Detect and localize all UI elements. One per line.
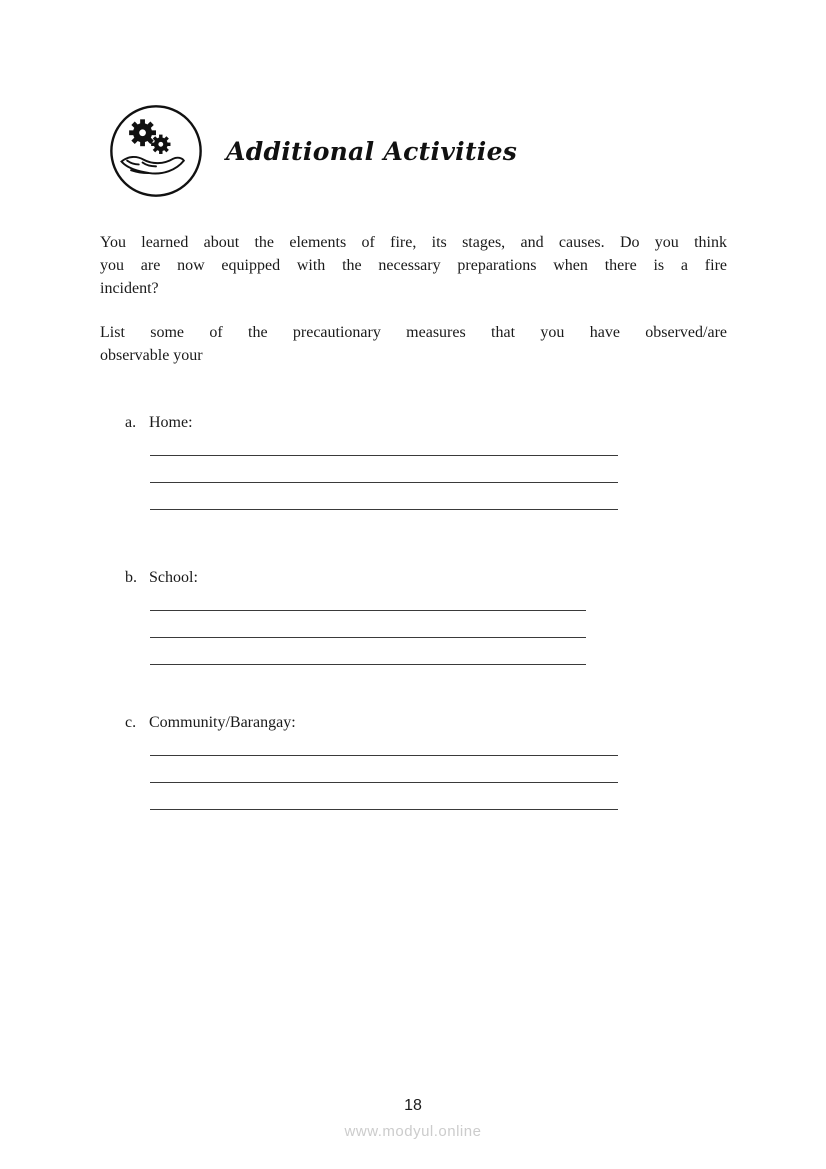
answer-lines-school	[150, 584, 586, 665]
item-label: a.	[125, 414, 137, 431]
item-label: c.	[125, 714, 137, 731]
intro-paragraph-2	[100, 321, 727, 367]
page-number: 18	[404, 1097, 422, 1114]
paragraph-line: incident?	[100, 280, 159, 297]
gear-icon	[151, 135, 170, 154]
section-header	[108, 103, 517, 199]
paragraph-line: observable your	[100, 347, 203, 364]
intro-paragraph-1	[100, 231, 727, 300]
gear-icon	[129, 119, 156, 146]
hand-icon	[121, 157, 183, 174]
answer-line	[150, 483, 618, 510]
hand-holding-gears-icon	[108, 103, 204, 199]
item-title: Home:	[149, 414, 193, 431]
item-title: Community/Barangay:	[149, 714, 296, 731]
item-label: b.	[125, 569, 137, 586]
answer-line	[150, 456, 618, 483]
answer-line	[150, 756, 618, 783]
section-title: Additional Activities	[226, 136, 518, 166]
item-title: School:	[149, 569, 198, 586]
watermark: www.modyul.online	[344, 1123, 482, 1140]
paragraph-line: you are now equipped with the necessary preparations when there is a fire	[100, 257, 727, 274]
answer-line	[150, 729, 618, 756]
answer-line	[150, 611, 586, 638]
answer-line	[150, 783, 618, 810]
paragraph-line: You learned about the elements of fire, its stages, and causes. Do you think	[100, 234, 727, 251]
answer-lines-community	[150, 729, 618, 810]
paragraph-line: List some of the precautionary measures that you have observed/are	[100, 324, 727, 341]
answer-line	[150, 584, 586, 611]
answer-line	[150, 429, 618, 456]
answer-lines-home	[150, 429, 618, 510]
answer-line	[150, 638, 586, 665]
